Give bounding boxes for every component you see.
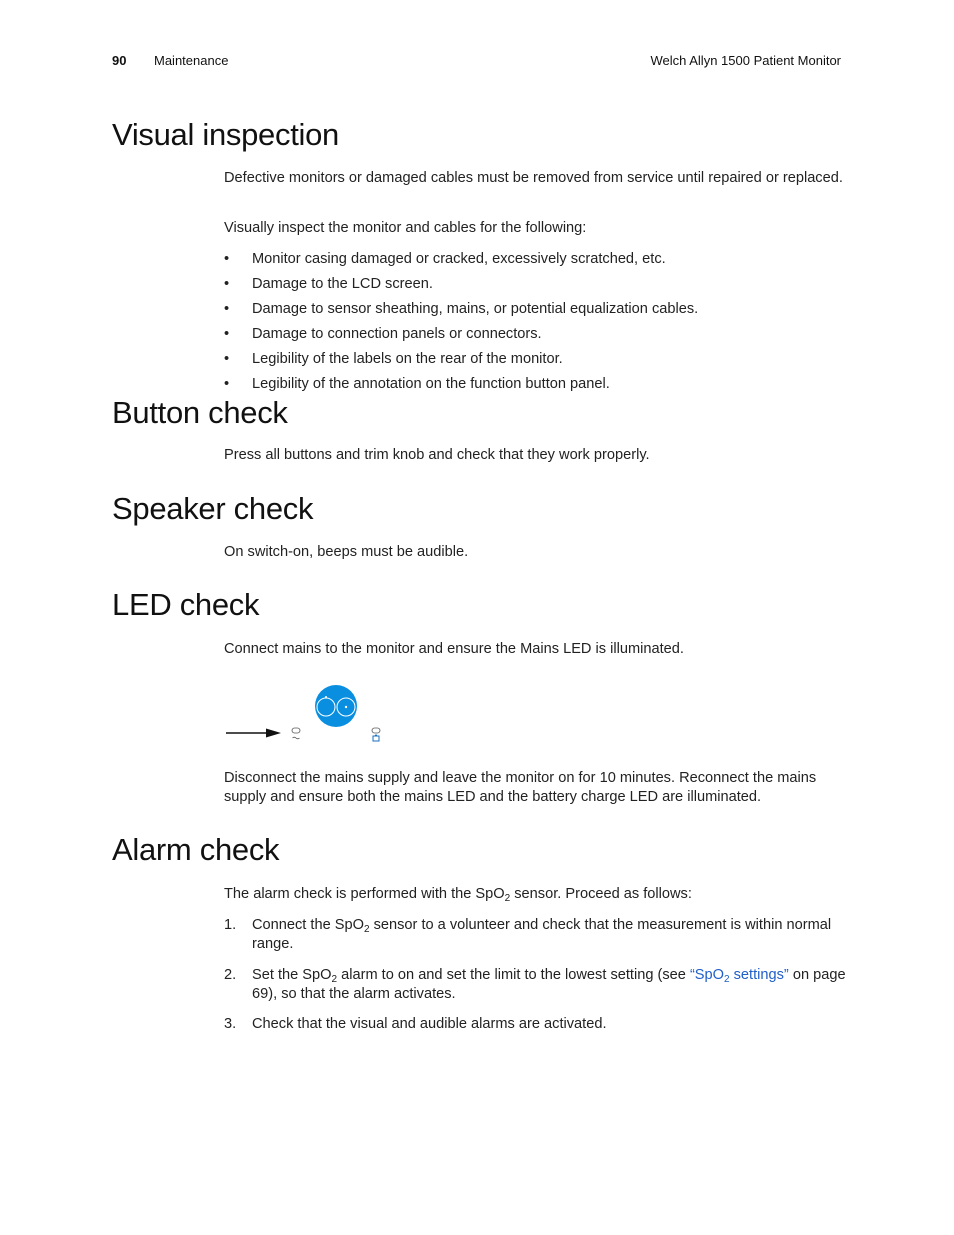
trim-knob-icon (315, 685, 357, 727)
led-check-body: Connect mains to the monitor and ensure the Mains LED is illuminated. (224, 641, 684, 657)
step-text: Check that the visual and audible alarms are activated. (252, 1016, 607, 1032)
step-number: 3. (224, 1016, 237, 1032)
step-text-part: sensor to a volunteer and check that the measurement is within normal range. (252, 917, 832, 952)
bullet: • (224, 376, 230, 392)
alarm-check-intro (224, 885, 854, 904)
subscript: 2 (504, 893, 511, 904)
document-title: Welch Allyn 1500 Patient Monitor (650, 53, 841, 68)
list-item-text: Damage to the LCD screen. (252, 276, 433, 292)
list-item (224, 375, 854, 394)
subscript[interactable]: 2 (724, 974, 730, 985)
led-check-after: Disconnect the mains supply and leave the monitor on for 10 minutes. Reconnect the mains supply and ensure both the mains LED and the battery charge LED are illuminated. (224, 770, 817, 805)
step-text-part: on page 69), so that the alarm activates. (252, 967, 846, 1002)
intro-text: The alarm check is performed with the SpO (224, 886, 505, 902)
button-check-body: Press all buttons and trim knob and check that they work properly. (224, 447, 650, 463)
step-number: 1. (224, 917, 237, 933)
pointer-arrow (226, 729, 281, 738)
list-item (224, 300, 854, 319)
list-item (224, 275, 854, 294)
list-item (224, 966, 854, 1004)
subscript: 2 (331, 974, 338, 985)
step-text-part: Connect the SpO (252, 917, 364, 933)
step-text (252, 916, 854, 954)
step-text-part: alarm to on and set the limit to the lowest setting (see (337, 967, 690, 983)
visual-inspection-lead: Visually inspect the monitor and cables for the following: (224, 220, 587, 236)
bullet: • (224, 351, 230, 367)
heading-visual-inspection: Visual inspection (112, 117, 339, 152)
list-item (224, 350, 854, 369)
spo2-settings-link[interactable] (690, 967, 789, 983)
list-item-text: Legibility of the labels on the rear of the monitor. (252, 351, 563, 367)
visual-inspection-intro: Defective monitors or damaged cables must be removed from service until repaired or replaced. (224, 170, 843, 186)
heading-button-check: Button check (112, 395, 288, 430)
heading-led-check: LED check (112, 587, 260, 622)
led-panel-illustration (224, 682, 394, 748)
bullet: • (224, 251, 230, 267)
list-item-text: Damage to sensor sheathing, mains, or potential equalization cables. (252, 301, 699, 317)
list-item (224, 325, 854, 344)
list-item-text: Legibility of the annotation on the function button panel. (252, 376, 610, 392)
heading-speaker-check: Speaker check (112, 491, 314, 526)
list-item (224, 1015, 854, 1034)
speaker-check-body: On switch-on, beeps must be audible. (224, 544, 469, 560)
list-item-text: Damage to connection panels or connectors. (252, 326, 542, 342)
section-name: Maintenance (154, 53, 229, 68)
intro-text: sensor. Proceed as follows: (510, 886, 692, 902)
bullet: • (224, 276, 230, 292)
step-text-part: Set the SpO (252, 967, 332, 983)
list-item (224, 250, 854, 269)
link-text[interactable]: “SpO (689, 967, 724, 983)
heading-alarm-check: Alarm check (112, 832, 280, 867)
battery-led-icon (372, 728, 380, 741)
bullet: • (224, 326, 230, 342)
subscript: 2 (363, 924, 370, 935)
page-number: 90 (112, 53, 127, 68)
bullet: • (224, 301, 230, 317)
mains-led-icon (292, 728, 300, 739)
step-text (252, 966, 854, 1004)
link-text[interactable]: settings” (729, 967, 789, 983)
list-item-text: Monitor casing damaged or cracked, excessively scratched, etc. (252, 251, 666, 267)
list-item (224, 916, 854, 954)
step-number: 2. (224, 967, 237, 983)
